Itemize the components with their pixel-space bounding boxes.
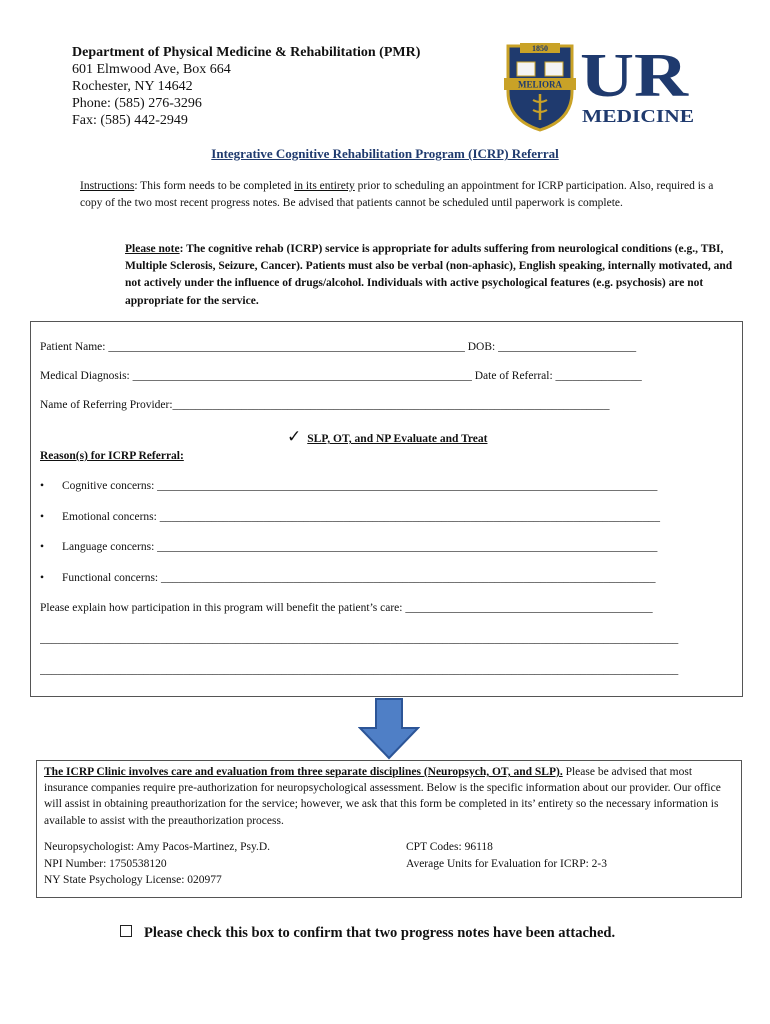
- seal-motto: MELIORA: [517, 79, 563, 90]
- clinic-info-paragraph: [44, 764, 736, 829]
- average-units: Average Units for Evaluation for ICRP: 2-3: [406, 857, 607, 870]
- language-concerns-field[interactable]: [40, 541, 657, 553]
- patient-name-dob-field[interactable]: Patient Name: ______________________________________________________________ DOB: ________________________: [40, 341, 637, 353]
- neuropsychologist-name: Neuropsychologist: Amy Pacos-Martinez, Psy.D.: [44, 841, 271, 853]
- explanation-blank-line-2[interactable]: _______________________________________________________________________________________________________________: [40, 664, 679, 676]
- instructions-text-a: : This form needs to be completed: [134, 180, 295, 192]
- clinic-info-lead: The ICRP Clinic involves care and evaluation from three separate disciplines (Neuropsych, OT, and SLP).: [44, 766, 563, 778]
- eligibility-note: [125, 241, 735, 310]
- ur-medicine-logo: [500, 40, 700, 132]
- down-arrow-icon: [358, 698, 420, 760]
- provider-details: [44, 839, 270, 889]
- cognitive-concerns-field[interactable]: [40, 480, 657, 492]
- billing-details: [406, 839, 607, 872]
- instructions-paragraph: [80, 178, 720, 211]
- progress-notes-confirmation: [120, 925, 615, 942]
- functional-concerns-field[interactable]: [40, 572, 656, 584]
- benefit-explanation-field[interactable]: Please explain how participation in this program will benefit the patient’s care: ___________________________________________: [40, 602, 653, 614]
- evaluate-treat-option[interactable]: [287, 427, 487, 447]
- university-seal-icon: [504, 43, 576, 130]
- note-label: Please note: [125, 243, 180, 255]
- instructions-text-b: prior to scheduling an appointment for ICRP participation. Also, required is a copy of the two most recent progress notes. Be advised that patients cannot be scheduled until paperwork is complete.: [80, 180, 714, 209]
- instructions-emphasis: in its entirety: [294, 180, 355, 192]
- cpt-codes: CPT Codes: 96118: [406, 841, 493, 853]
- seal-year: 1850: [532, 44, 548, 53]
- brand-ur: UR: [580, 42, 690, 110]
- phone-number: Phone: (585) 276-3296: [72, 96, 202, 111]
- instructions-label: Instructions: [80, 180, 135, 192]
- emotional-concerns-label: Emotional concerns: _______________________________________________________________________________________: [62, 511, 660, 523]
- note-text: : The cognitive rehab (ICRP) service is appropriate for adults suffering from neurological conditions (e.g., TBI, Multiple Sclerosis, Seizure, Cancer). Patients must also be verbal (non-aphasic), English speaking, internally motivated, and not actively under the influence of drugs/alcohol. Individuals with active psychological features (e.g. psychosis) are not appropriate for the service.: [125, 243, 733, 307]
- emotional-concerns-field[interactable]: [40, 511, 660, 523]
- form-title: Integrative Cognitive Rehabilitation Program (ICRP) Referral: [211, 146, 559, 161]
- checkmark-icon: ✓: [287, 427, 302, 446]
- department-name: Department of Physical Medicine & Rehabilitation (PMR): [72, 45, 421, 60]
- cognitive-concerns-label: Cognitive concerns: _______________________________________________________________________________________: [62, 480, 658, 492]
- fax-number: Fax: (585) 442-2949: [72, 113, 188, 128]
- bullet-icon: •: [40, 541, 45, 553]
- reasons-heading: Reason(s) for ICRP Referral:: [40, 450, 184, 462]
- progress-notes-confirm-label: Please check this box to confirm that two progress notes have been attached.: [144, 925, 616, 941]
- functional-concerns-label: Functional concerns: ______________________________________________________________________________________: [62, 572, 656, 584]
- clinic-info-text: Please be advised that most insurance companies require pre-authorization for neuropsychological assessment. Below is the specific information about our provider. Our office will assist in obtaining preauthorization for the service; however, we ask that this form be completed in its’ entirety so the necessary information is available to assist with the preauthorization process.: [44, 766, 721, 827]
- bullet-icon: •: [40, 480, 45, 492]
- department-address-block: [72, 44, 420, 129]
- psychology-license: NY State Psychology License: 020977: [44, 874, 222, 886]
- explanation-blank-line-1[interactable]: _______________________________________________________________________________________________________________: [40, 633, 679, 645]
- brand-medicine: MEDICINE: [582, 106, 694, 126]
- npi-number: NPI Number: 1750538120: [44, 857, 167, 870]
- language-concerns-label: Language concerns: _______________________________________________________________________________________: [62, 541, 658, 553]
- referring-provider-field[interactable]: Name of Referring Provider:____________________________________________________________________________: [40, 399, 610, 411]
- bullet-icon: •: [40, 511, 45, 523]
- evaluate-treat-label: SLP, OT, and NP Evaluate and Treat: [307, 433, 488, 445]
- address-line-1: 601 Elmwood Ave, Box 664: [72, 62, 231, 77]
- address-line-2: Rochester, NY 14642: [72, 79, 193, 94]
- bullet-icon: •: [40, 572, 45, 584]
- diagnosis-referral-date-field[interactable]: Medical Diagnosis: ___________________________________________________________ Date of Referral: _______________: [40, 370, 642, 382]
- progress-notes-checkbox[interactable]: [120, 925, 132, 937]
